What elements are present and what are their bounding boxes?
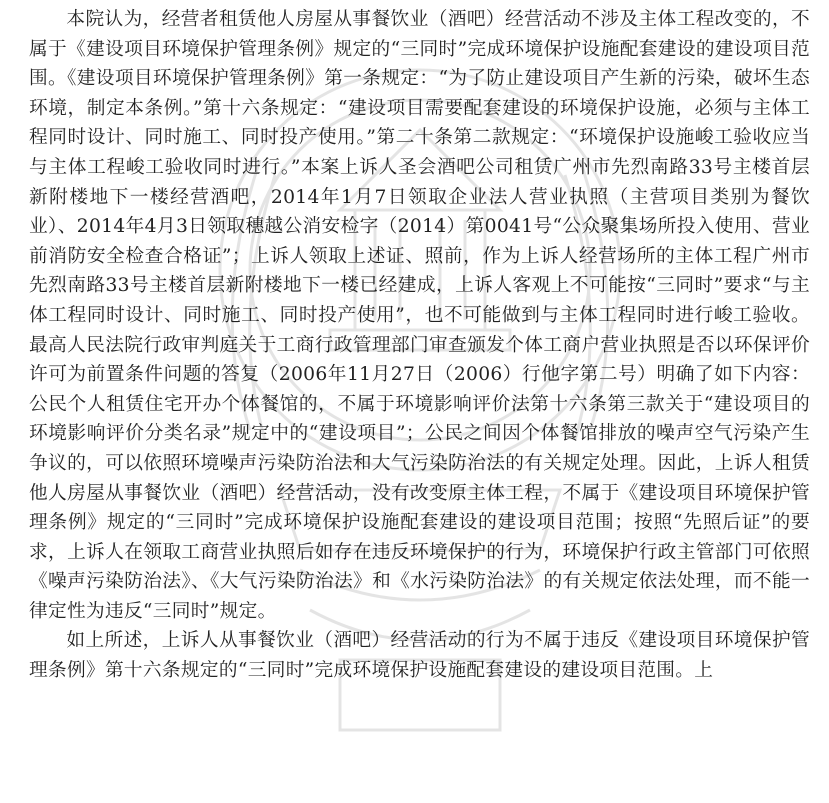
paragraph: 本院认为，经营者租赁他人房屋从事餐饮业（酒吧）经营活动不涉及主体工程改变的，不属于《建设项目环境保护管理条例》规定的“三同时”完成环境保护设施配套建设的建设项目范围。《建设项目环境保护管理条例》第一条规定：“为了防止建设项目产生新的污染，破坏生态环境，制定本条例。”第十六条规定：“建设项目需要配套建设的环境保护设施，必须与主体工程同时设计、同时施工、同时投产使用。”第二十条第二款规定：“环境保护设施峻工验收应当与主体工程峻工验收同时进行。”本案上诉人圣会酒吧公司租赁广州市先烈南路33号主楼首层新附楼地下一楼经营酒吧，2014年1月7日领取企业法人营业执照（主营项目类别为餐饮业）、2014年4月3日领取穗越公消安检字（2014）第0041号“公众聚集场所投入使用、营业前消防安全检查合格证”；上诉人领取上述证、照前，作为上诉人经营场所的主体工程广州市先烈南路33号主楼首层新附楼地下一楼已经建成，上诉人客观上不可能按“三同时”要求“与主体工程同时设计、同时施工、同时投产使用”，也不可能做到与主体工程同时进行峻工验收。最高人民法院行政审判庭关于工商行政管理部门审查颁发个体工商户营业执照是否以环保评价许可为前置条件问题的答复（2006年11月27日（2006）行他字第二号）明确了如下内容：公民个人租赁住宅开办个体餐馆的，不属于环境影响评价法第十六条第三款关于“建设项目的环境影响评价分类名录”规定中的“建设项目”；公民之间因个体餐馆排放的噪声空气污染产生争议的，可以依照环境噪声污染防治法和大气污染防治法的有关规定处理。因此，上诉人租赁他人房屋从事餐饮业（酒吧）经营活动，没有改变原主体工程，不属于《建设项目环境保护管理条例》规定的“三同时”完成环境保护设施配套建设的建设项目范围；按照“先照后证”的要求，上诉人在领取工商营业执照后如存在违反环境保护的行为，环境保护行政主管部门可依照《噪声污染防治法》、《大气污染防治法》和《水污染防治法》的有关规定依法处理，而不能一律定性为违反“三同时”规定。 [29, 9, 810, 622]
document-body [29, 5, 810, 686]
paragraph: 如上所述，上诉人从事餐饮业（酒吧）经营活动的行为不属于违反《建设项目环境保护管理条例》第十六条规定的“三同时”完成环境保护设施配套建设的建设项目范围。上 [29, 630, 810, 682]
